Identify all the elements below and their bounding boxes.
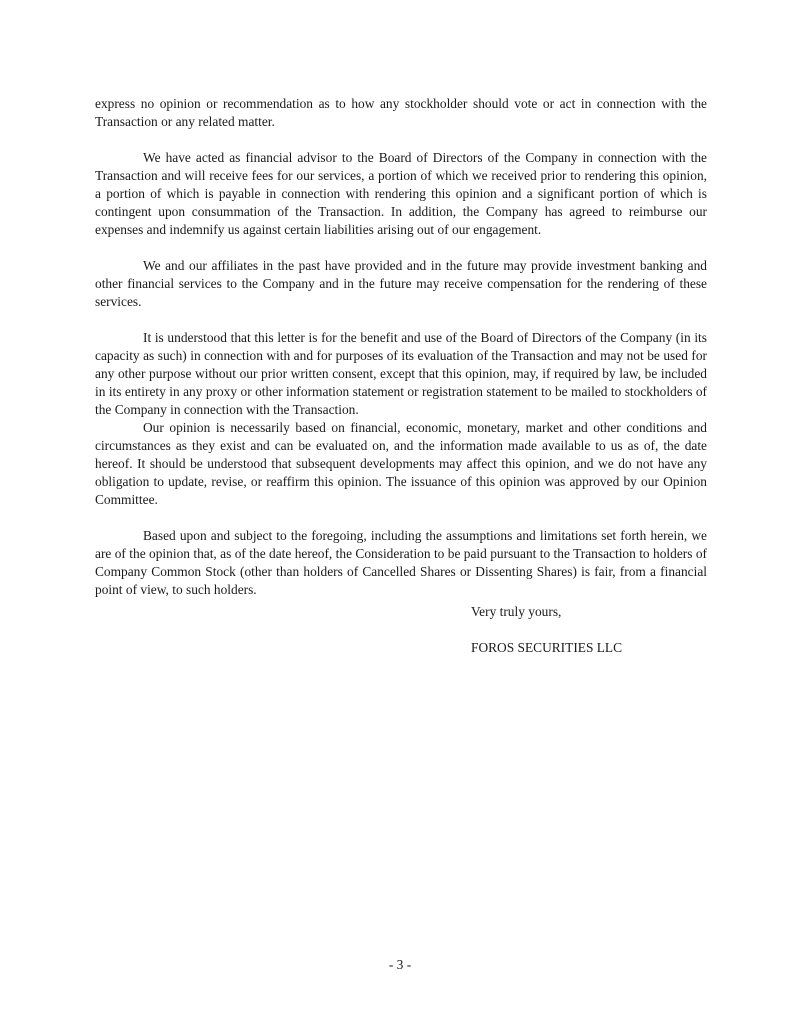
paragraph-conclusion: Based upon and subject to the foregoing, including the assumptions and limitations set forth herein, we are of the opinion that, as of the date hereof, the Consideration to be paid pursuant to the Transaction to holders of Company Common Stock (other than holders of Cancelled Shares or Dissenting Shares) is fair, from a financial point of view, to such holders. bbox=[95, 528, 707, 597]
signatory-name: FOROS SECURITIES LLC bbox=[471, 640, 623, 655]
paragraph-affiliates: We and our affiliates in the past have provided and in the future may provide investment banking and other financial services to the Company and in the future may receive compensation for the rendering of these services. bbox=[95, 258, 707, 309]
paragraph-use-of-letter: It is understood that this letter is for the benefit and use of the Board of Directors of the Company (in its capacity as such) in connection with and for purposes of its evaluation of the Transaction and may not be used for any other purpose without our prior written consent, except that this opinion, may, if required by law, be included in its entirety in any proxy or other information statement or registration statement to be mailed to stockholders of the Company in connection with the Transaction. bbox=[95, 330, 707, 417]
closing-salutation: Very truly yours, bbox=[471, 604, 562, 619]
page-number: - 3 - bbox=[388, 957, 412, 972]
paragraph-basis-of-opinion: Our opinion is necessarily based on financial, economic, monetary, market and other conditions and circumstances as they exist and can be evaluated on, and the information made available to us as of, the date hereof. It should be understood that subsequent developments may affect this opinion, and we do not have any obligation to update, revise, or reaffirm this opinion. The issuance of this opinion was approved by our Opinion Committee. bbox=[95, 420, 707, 507]
paragraph-financial-advisor: We have acted as financial advisor to the Board of Directors of the Company in connection with the Transaction and will receive fees for our services, a portion of which we received prior to rendering this opinion, a portion of which is payable in connection with rendering this opinion and a significant portion of which is contingent upon consummation of the Transaction. In addition, the Company has agreed to reimburse our expenses and indemnify us against certain liabilities arising out of our engagement. bbox=[95, 150, 707, 237]
paragraph-continuation: express no opinion or recommendation as to how any stockholder should vote or act in connection with the Transaction or any related matter. bbox=[95, 96, 707, 129]
